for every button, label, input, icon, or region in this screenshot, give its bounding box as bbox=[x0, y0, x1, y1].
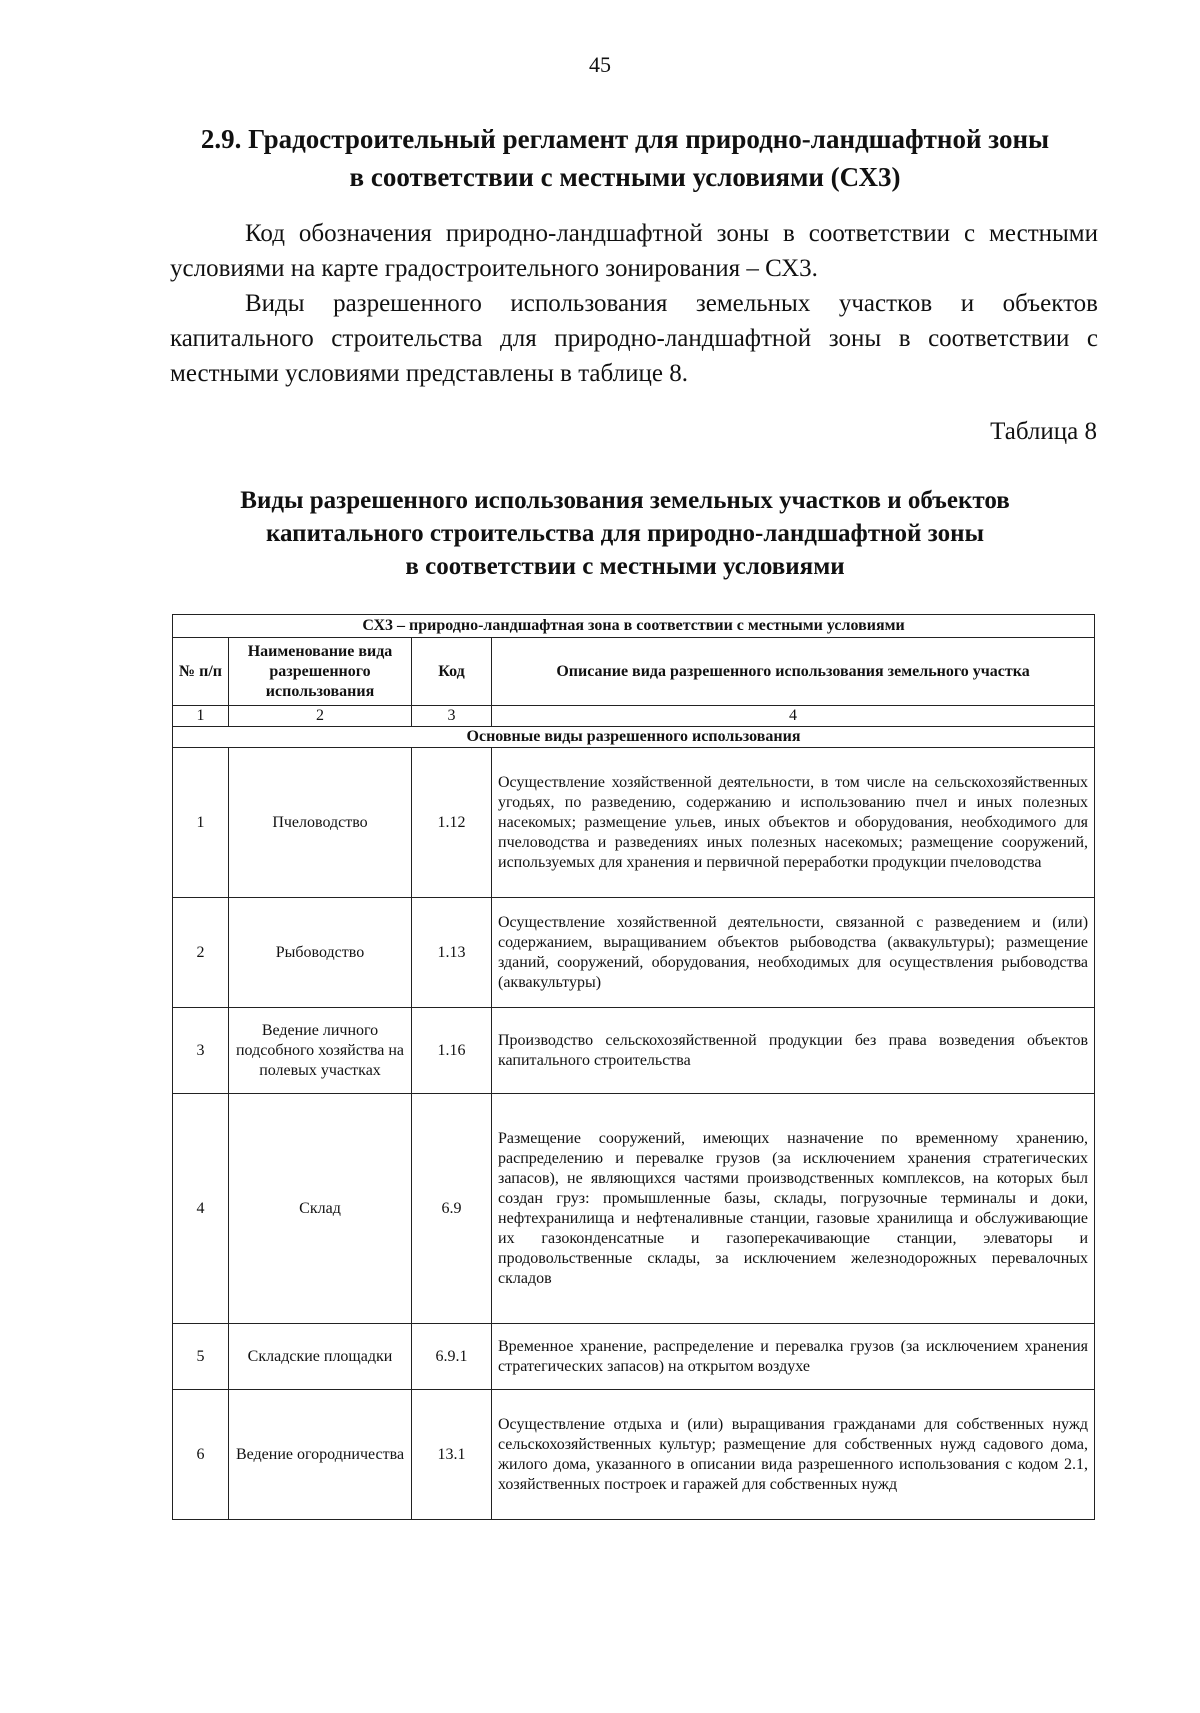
column-number-1: 1 bbox=[173, 706, 229, 727]
paragraph-permitted-uses-text: Виды разрешенного использования земельных участков и объектов капитального строительства для природно-ландшафтной зоны в соответствии с местными условиями представлены в таблице 8. bbox=[170, 290, 1098, 387]
table-caption: Таблица 8 bbox=[990, 418, 1097, 445]
paragraph-permitted-uses bbox=[170, 286, 1098, 391]
column-number-4: 4 bbox=[492, 706, 1095, 727]
row-description: Размещение сооружений, имеющих назначение по временному хранению, распределению и перевалке грузов (за исключением хранения стратегических запасов), не являющихся частями производственных комплексов, на которых был создан груз: промышленные базы, склады, погрузочные терминалы и доки, нефтехранилища и нефтеналивные станции, газовые хранилища и обслуживающие их газоконденсатные и газоперекачивающие станции, элеваторы и продовольственные склады, за исключением железнодорожных перевалочных складов bbox=[492, 1094, 1095, 1324]
row-name: Склад bbox=[229, 1094, 412, 1324]
row-code: 1.16 bbox=[412, 1008, 492, 1094]
section-title-line-1: 2.9. Градостроительный регламент для природно-ландшафтной зоны bbox=[200, 124, 1050, 154]
column-number-2: 2 bbox=[229, 706, 412, 727]
table-row bbox=[173, 1390, 1095, 1520]
table-title-line-2: капитального строительства для природно-ландшафтной зоны bbox=[265, 520, 985, 547]
zone-header: СХ3 – природно-ландшафтная зона в соответствии с местными условиями bbox=[173, 615, 1095, 638]
row-name: Ведение личного подсобного хозяйства на полевых участках bbox=[229, 1008, 412, 1094]
row-name: Рыбоводство bbox=[229, 898, 412, 1008]
row-description: Осуществление хозяйственной деятельности, связанной с разведением и (или) содержанием, выращиванием объектов рыбоводства (аквакультуры); размещение зданий, сооружений, оборудования, необходимых для осуществления рыбоводства (аквакультуры) bbox=[492, 898, 1095, 1008]
column-header-code: Код bbox=[412, 638, 492, 706]
table-row bbox=[173, 1094, 1095, 1324]
row-number: 5 bbox=[173, 1324, 229, 1390]
row-name: Ведение огородничества bbox=[229, 1390, 412, 1520]
paragraph-zone-code bbox=[170, 216, 1098, 286]
row-name: Пчеловодство bbox=[229, 748, 412, 898]
table-row bbox=[173, 1324, 1095, 1390]
row-description: Осуществление отдыха и (или) выращивания гражданами для собственных нужд сельскохозяйственных культур; размещение для собственных нужд садового дома, жилого дома, указанного в описании вида разрешенного использования с кодом 2.1, хозяйственных построек и гаражей для собственных нужд bbox=[492, 1390, 1095, 1520]
column-header-name: Наименование вида разрешенного использования bbox=[229, 638, 412, 706]
row-code: 6.9 bbox=[412, 1094, 492, 1324]
row-code: 1.12 bbox=[412, 748, 492, 898]
table-title bbox=[150, 484, 1100, 583]
row-description: Временное хранение, распределение и перевалка грузов (за исключением хранения стратегических запасов) на открытом воздухе bbox=[492, 1324, 1095, 1390]
table-row bbox=[173, 898, 1095, 1008]
row-number: 6 bbox=[173, 1390, 229, 1520]
page-number: 45 bbox=[589, 52, 611, 77]
column-header-description: Описание вида разрешенного использования земельного участка bbox=[492, 638, 1095, 706]
table-title-line-3: в соответствии с местными условиями bbox=[405, 553, 845, 580]
row-description: Осуществление хозяйственной деятельности, в том числе на сельскохозяйственных угодьях, по разведению, содержанию и использованию пчел и иных полезных насекомых; размещение ульев, иных объектов и оборудования, необходимого для пчеловодства и разведениях иных полезных насекомых; размещение сооружений, используемых для хранения и первичной переработки продукции пчеловодства bbox=[492, 748, 1095, 898]
table-title-line-1: Виды разрешенного использования земельных участков и объектов bbox=[240, 487, 1010, 514]
column-header-number: № п/п bbox=[173, 638, 229, 706]
row-code: 13.1 bbox=[412, 1390, 492, 1520]
row-name: Складские площадки bbox=[229, 1324, 412, 1390]
row-number: 1 bbox=[173, 748, 229, 898]
row-number: 4 bbox=[173, 1094, 229, 1324]
permitted-uses-table bbox=[172, 614, 1095, 1520]
section-title-line-2: в соответствии с местными условиями (СХ3) bbox=[349, 162, 901, 192]
column-number-3: 3 bbox=[412, 706, 492, 727]
row-description: Производство сельскохозяйственной продукции без права возведения объектов капитального строительства bbox=[492, 1008, 1095, 1094]
table-row bbox=[173, 1008, 1095, 1094]
section-title bbox=[150, 120, 1100, 196]
row-number: 3 bbox=[173, 1008, 229, 1094]
row-code: 6.9.1 bbox=[412, 1324, 492, 1390]
group-header: Основные виды разрешенного использования bbox=[173, 727, 1095, 748]
row-code: 1.13 bbox=[412, 898, 492, 1008]
paragraph-zone-code-text: Код обозначения природно-ландшафтной зоны в соответствии с местными условиями на карте градостроительного зонирования – СХ3. bbox=[170, 220, 1098, 282]
row-number: 2 bbox=[173, 898, 229, 1008]
table-row bbox=[173, 748, 1095, 898]
